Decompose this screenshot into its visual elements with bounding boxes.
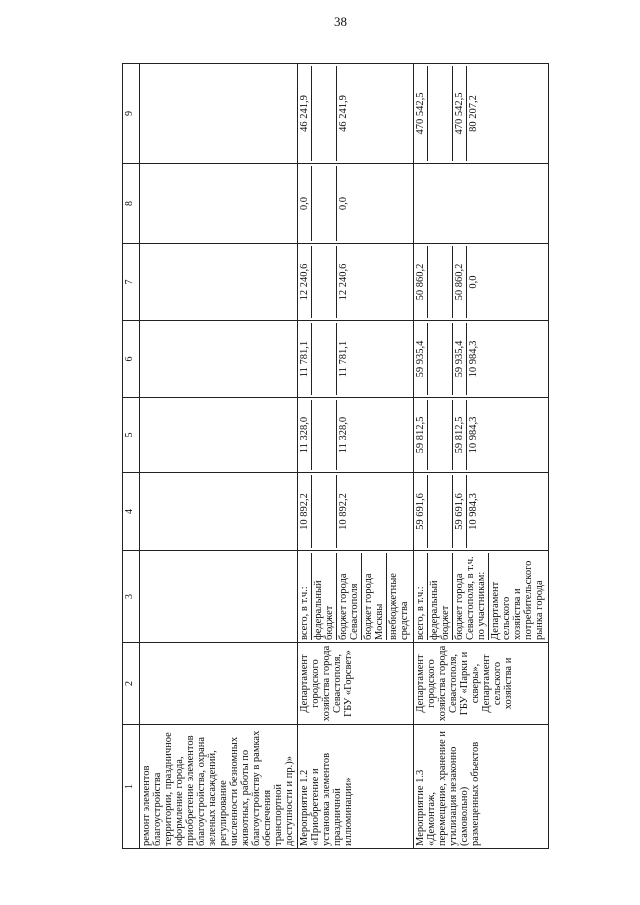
- budget-table: [122, 63, 549, 849]
- rotated-table-container: [122, 64, 545, 849]
- measure-1-3-col8: [414, 164, 549, 244]
- header-row: [123, 64, 140, 849]
- source-line: Департамент сельского хозяйства и потребительского рынка города: [490, 560, 545, 640]
- header-cell: 3: [123, 551, 140, 643]
- table-row-measure-1-2: [298, 64, 414, 849]
- header-cell: 5: [123, 398, 140, 473]
- measure-1-3-executor: Департамент городского хозяйства города Севастополя, ГБУ «Парки и скверы», Департамент сельского хозяйства и: [414, 643, 549, 725]
- header-cell: 2: [123, 643, 140, 725]
- measure-1-3-col9: 470 542,5 470 542,5 80 207,2: [414, 64, 549, 164]
- measure-1-2-sources: [298, 551, 414, 643]
- measure-1-3-sources: [414, 551, 549, 643]
- header-cell: 7: [123, 244, 140, 321]
- measure-1-2-title: Мероприятие 1.2 «Приобретение и установка элементов праздничной иллюминации»: [298, 725, 414, 849]
- source-line: бюджет города Севастополя: [338, 553, 362, 640]
- header-cell: 1: [123, 725, 140, 849]
- header-cell: 4: [123, 473, 140, 551]
- header-cell: 8: [123, 164, 140, 244]
- source-line: всего, в т.ч.:: [299, 553, 312, 640]
- source-line: бюджет города Москвы: [363, 553, 387, 640]
- measure-1-3-title: Мероприятие 1.3 «Демонтаж, перемещение, хранение и утилизация незаконно (самовольно) размещенных объектов: [414, 725, 549, 849]
- source-line: всего, в т.ч.:: [415, 553, 428, 640]
- source-line: федеральный бюджет: [429, 553, 453, 640]
- page-number: 38: [334, 14, 347, 29]
- measure-1-2-col5: 11 328,0 11 328,0: [298, 398, 414, 473]
- source-line: внебюджетные средства: [388, 573, 410, 640]
- table-row-measure-1-3: [414, 64, 549, 849]
- measure-1-2-col6: 11 781,1 11 781,1: [298, 321, 414, 398]
- measure-1-2-executor: Департамент городского хозяйства города Севастополя, ГБУ «Горсвет»: [298, 643, 414, 725]
- measure-1-3-col6: 59 935,4 59 935,4 10 984,3: [414, 321, 549, 398]
- measure-1-2-col4: 10 892,2 10 892,2: [298, 473, 414, 551]
- measure-1-2-col9: 46 241,9 46 241,9: [298, 64, 414, 164]
- table-row-continuation: [140, 64, 298, 849]
- header-cell: 6: [123, 321, 140, 398]
- measure-1-2-col8: 0,0 0,0: [298, 164, 414, 244]
- row-cont-description: ремонт элементов благоустройства территории, праздничное оформление города, приобретение элементов благоустройства, охрана зеленых насаждений, регулирование численности безномных животных, работы по благоустройству в рамках обеспечения транспортной доступности и пр.)»: [140, 725, 298, 849]
- measure-1-3-col5: 59 812,5 59 812,5 10 984,3: [414, 398, 549, 473]
- measure-1-3-col7: 50 860,2 50 860,2 0,0: [414, 244, 549, 321]
- measure-1-2-col7: 12 240,6 12 240,6: [298, 244, 414, 321]
- header-cell: 9: [123, 64, 140, 164]
- source-line: федеральный бюджет: [313, 553, 337, 640]
- measure-1-3-col4: 59 691,6 59 691,6 10 984,3: [414, 473, 549, 551]
- source-line: бюджет города Севастополя, в т.ч. по участникам:: [454, 553, 489, 640]
